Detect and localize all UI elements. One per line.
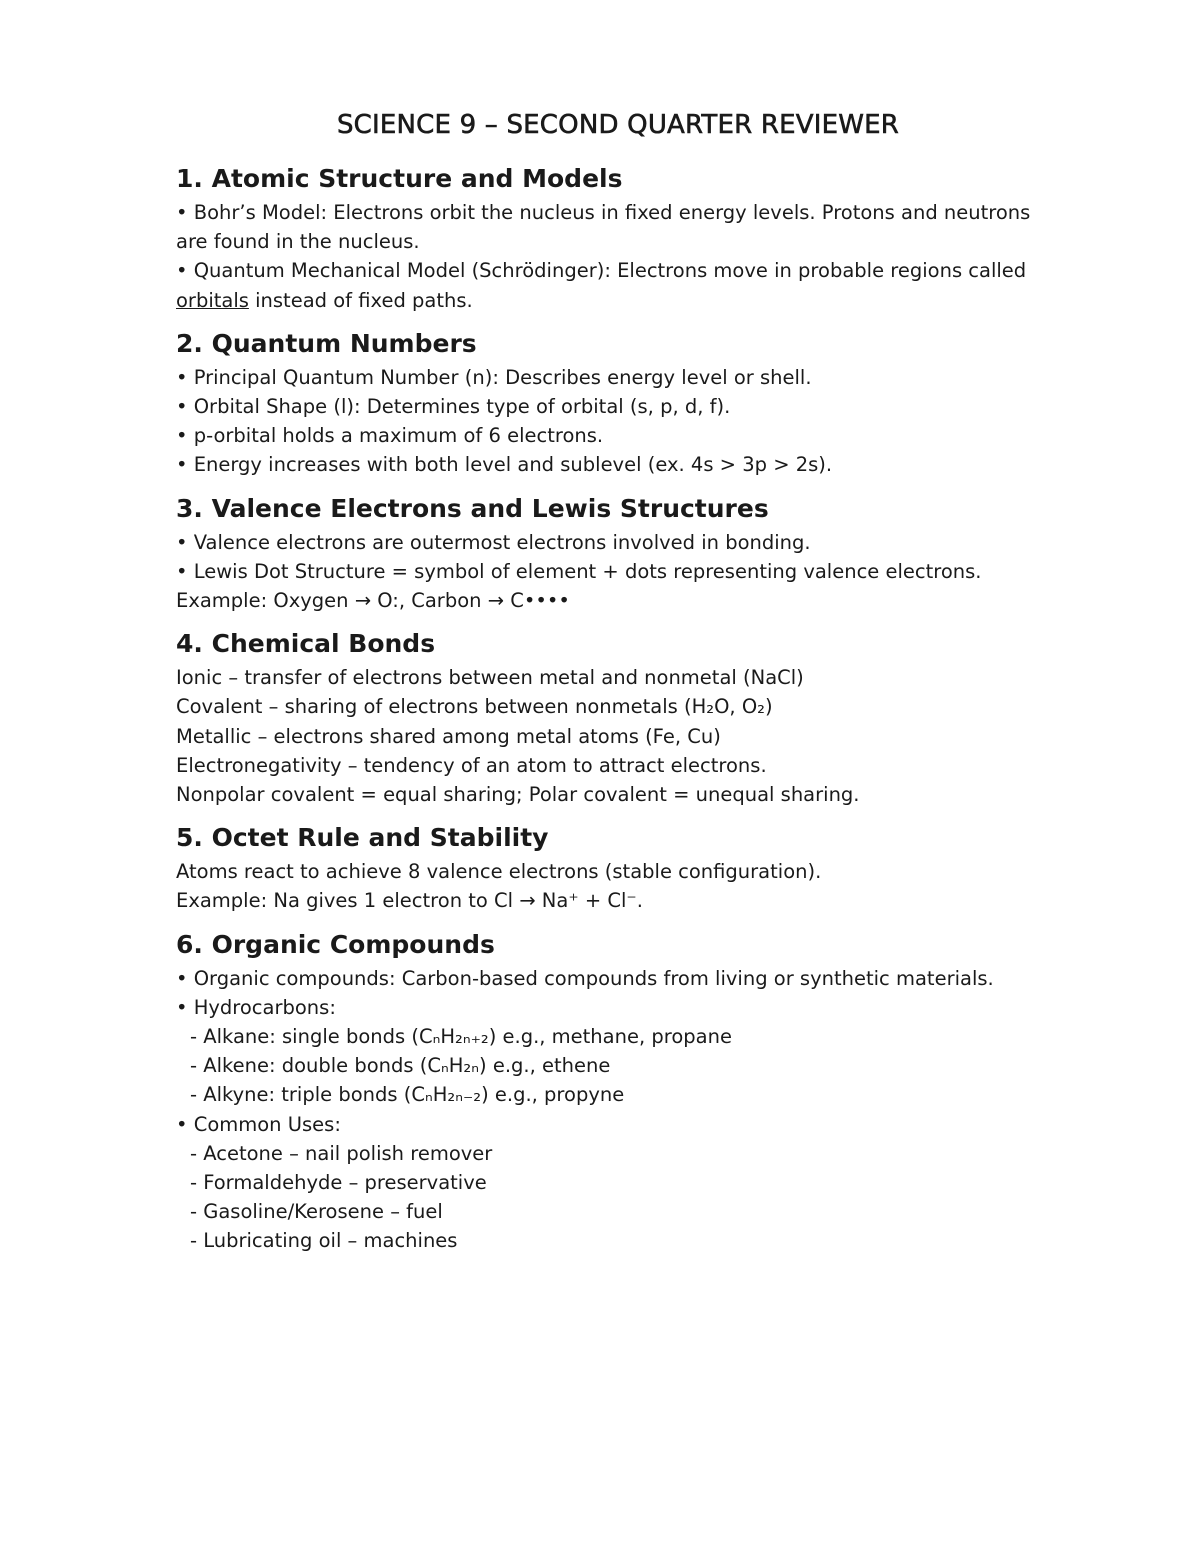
section-octet-rule: [176, 821, 1036, 915]
bullet-p-orbital: • p-orbital holds a maximum of 6 electrons.: [176, 424, 604, 448]
bullet-lewis-dot: • Lewis Dot Structure = symbol of element + dots representing valence electrons.: [176, 559, 982, 583]
bullet-principal-number: • Principal Quantum Number (n): Describes energy level or shell.: [176, 365, 812, 389]
text-segment: instead of fixed paths.: [248, 288, 473, 312]
bullet-organic-def: • Organic compounds: Carbon-based compounds from living or synthetic materials.: [176, 966, 994, 990]
sub-item-lubricating-oil: - Lubricating oil – machines: [190, 1229, 458, 1253]
text-segment: • Quantum Mechanical Model (Schrödinger): Electrons move in probable regions called: [176, 259, 1033, 283]
octet-definition: Atoms react to achieve 8 valence electrons (stable configuration).: [176, 860, 822, 884]
electronegativity-line: Electronegativity – tendency of an atom to attract electrons.: [176, 753, 767, 777]
bond-covalent: Covalent – sharing of electrons between nonmetals (H₂O, O₂): [176, 695, 773, 719]
example-line: Example: Na gives 1 electron to Cl → Na⁺ + Cl⁻.: [176, 889, 643, 913]
section-organic-compounds: [176, 928, 1036, 1256]
bullet-valence-def: • Valence electrons are outermost electrons involved in bonding.: [176, 530, 811, 554]
section-heading: 4. Chemical Bonds: [176, 629, 436, 659]
bullet-hydrocarbons: • Hydrocarbons:: [176, 995, 336, 1019]
sub-item-alkene: - Alkene: double bonds (CₙH₂ₙ) e.g., ethene: [190, 1054, 611, 1078]
sub-item-alkyne: - Alkyne: triple bonds (CₙH₂ₙ₋₂) e.g., propyne: [190, 1083, 625, 1107]
bullet-quantum-model: [176, 256, 1036, 314]
section-heading: 2. Quantum Numbers: [176, 328, 477, 358]
bond-ionic: Ionic – transfer of electrons between metal and nonmetal (NaCl): [176, 666, 804, 690]
example-line: Example: Oxygen → O:, Carbon → C••••: [176, 589, 570, 613]
section-atomic-structure: [176, 162, 1036, 315]
bullet-common-uses: • Common Uses:: [176, 1112, 341, 1136]
polarity-line: Nonpolar covalent = equal sharing; Polar covalent = unequal sharing.: [176, 783, 860, 807]
underlined-term-orbitals: orbitals: [176, 288, 249, 312]
bullet-orbital-shape: • Orbital Shape (l): Determines type of orbital (s, p, d, f).: [176, 395, 731, 419]
bullet-energy-order: • Energy increases with both level and sublevel (ex. 4s > 3p > 2s).: [176, 453, 833, 477]
sub-item-acetone: - Acetone – nail polish remover: [190, 1141, 493, 1165]
section-valence-electrons: [176, 492, 1036, 616]
section-quantum-numbers: [176, 327, 1036, 480]
document-title: SCIENCE 9 – SECOND QUARTER REVIEWER: [336, 110, 900, 140]
section-heading: 3. Valence Electrons and Lewis Structures: [176, 493, 769, 523]
section-heading: 6. Organic Compounds: [176, 929, 495, 959]
document-page: [176, 106, 1036, 1268]
section-heading: 1. Atomic Structure and Models: [176, 164, 623, 193]
sub-item-alkane: - Alkane: single bonds (CₙH₂ₙ₊₂) e.g., methane, propane: [190, 1025, 732, 1049]
section-chemical-bonds: [176, 627, 1036, 809]
sub-item-formaldehyde: - Formaldehyde – preservative: [190, 1171, 487, 1195]
section-heading: 5. Octet Rule and Stability: [176, 823, 549, 853]
bond-metallic: Metallic – electrons shared among metal atoms (Fe, Cu): [176, 724, 721, 748]
sub-item-gasoline: - Gasoline/Kerosene – fuel: [190, 1200, 443, 1224]
bullet-bohr-model: • Bohr’s Model: Electrons orbit the nucleus in fixed energy levels. Protons and neutrons are found in the nucleus.: [176, 201, 1037, 254]
